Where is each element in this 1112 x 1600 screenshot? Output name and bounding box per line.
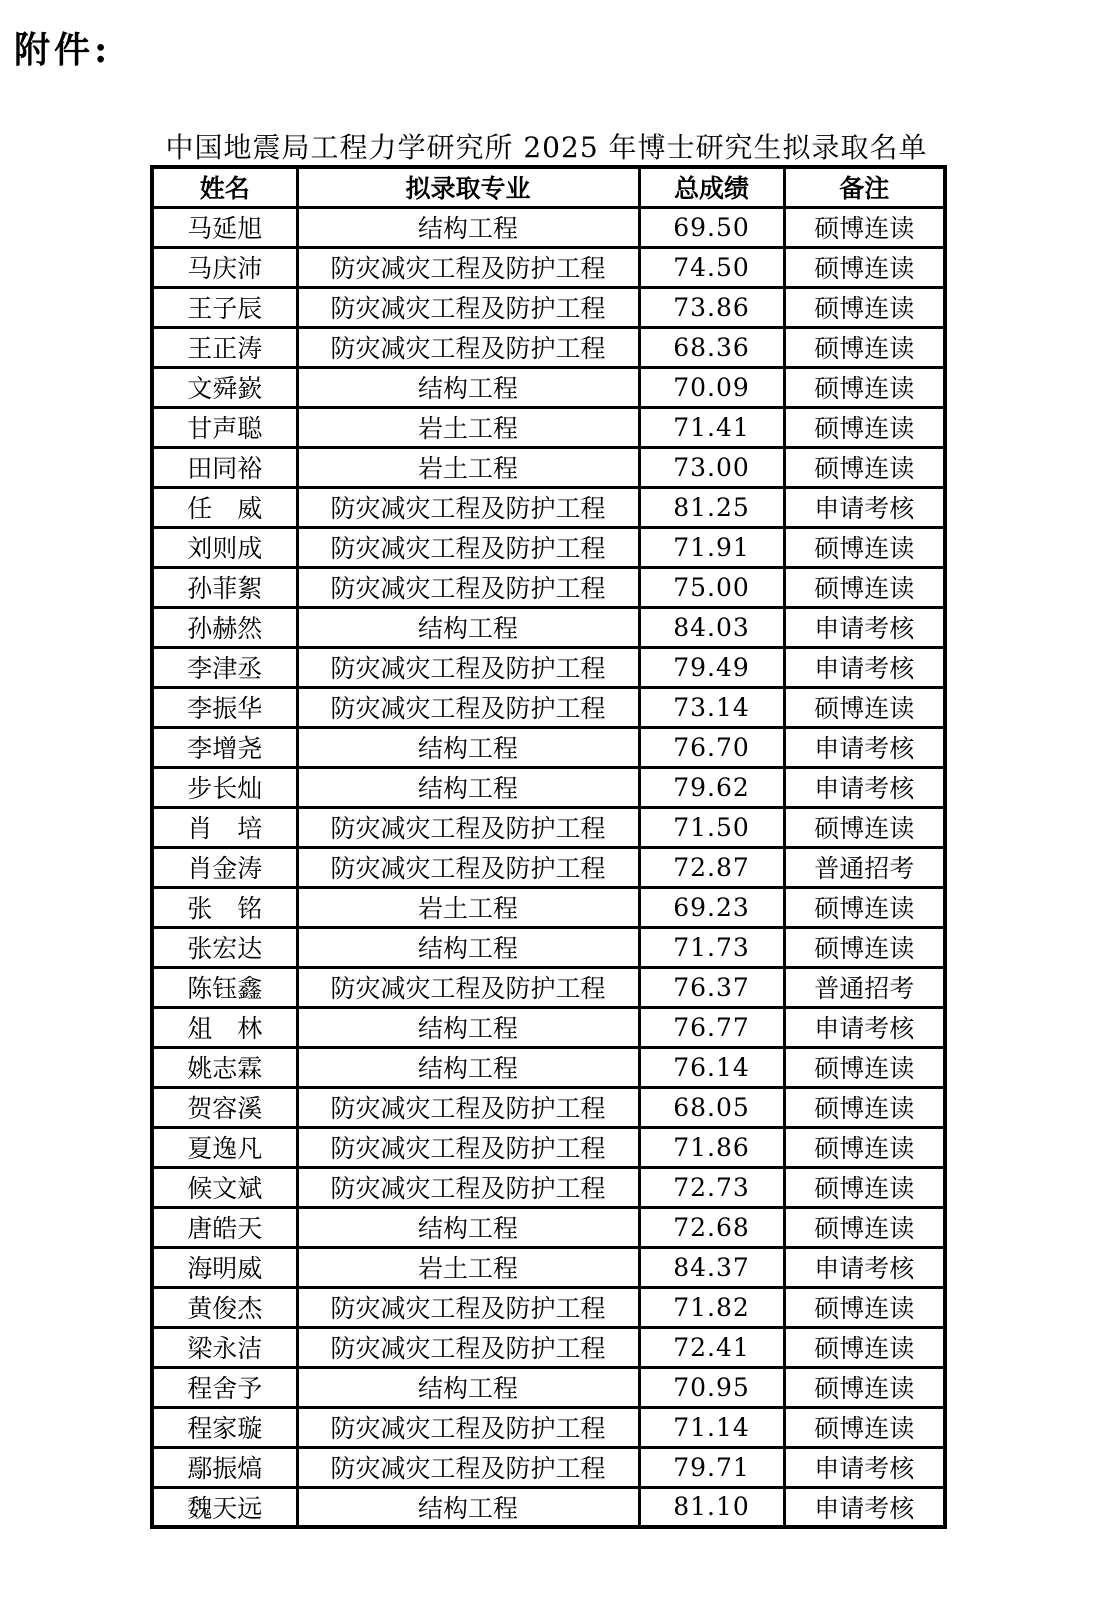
major-cell: 防灾减灾工程及防护工程	[297, 807, 639, 847]
total-score-cell: 76.70	[639, 727, 784, 767]
major-cell: 防灾减灾工程及防护工程	[297, 327, 639, 367]
total-score-cell: 81.25	[639, 487, 784, 527]
major-cell: 防灾减灾工程及防护工程	[297, 1167, 639, 1207]
total-score-cell: 76.14	[639, 1047, 784, 1087]
remark-cell: 硕博连读	[784, 1127, 945, 1167]
major-cell: 结构工程	[297, 367, 639, 407]
student-name-cell: 李津丞	[152, 647, 297, 687]
major-cell: 结构工程	[297, 767, 639, 807]
remark-cell: 普通招考	[784, 967, 945, 1007]
table-row	[152, 527, 945, 567]
remark-cell: 申请考核	[784, 1247, 945, 1287]
remark-cell: 硕博连读	[784, 1047, 945, 1087]
total-score-cell: 69.23	[639, 887, 784, 927]
major-cell: 防灾减灾工程及防护工程	[297, 967, 639, 1007]
column-header-major: 拟录取专业	[297, 167, 639, 207]
major-cell: 防灾减灾工程及防护工程	[297, 567, 639, 607]
total-score-cell: 84.37	[639, 1247, 784, 1287]
total-score-cell: 71.50	[639, 807, 784, 847]
remark-cell: 硕博连读	[784, 287, 945, 327]
remark-cell: 硕博连读	[784, 327, 945, 367]
remark-cell: 硕博连读	[784, 1327, 945, 1367]
table-row	[152, 647, 945, 687]
total-score-cell: 71.73	[639, 927, 784, 967]
total-score-cell: 72.73	[639, 1167, 784, 1207]
table-row	[152, 1247, 945, 1287]
student-name-cell: 任 威	[152, 487, 297, 527]
student-name-cell: 梁永洁	[152, 1327, 297, 1367]
remark-cell: 申请考核	[784, 607, 945, 647]
total-score-cell: 71.91	[639, 527, 784, 567]
table-row	[152, 607, 945, 647]
major-cell: 防灾减灾工程及防护工程	[297, 1127, 639, 1167]
student-name-cell: 李振华	[152, 687, 297, 727]
total-score-cell: 72.87	[639, 847, 784, 887]
remark-cell: 硕博连读	[784, 807, 945, 847]
total-score-cell: 69.50	[639, 207, 784, 247]
major-cell: 结构工程	[297, 727, 639, 767]
student-name-cell: 魏天远	[152, 1487, 297, 1527]
student-name-cell: 王子辰	[152, 287, 297, 327]
table-row	[152, 247, 945, 287]
table-row	[152, 887, 945, 927]
total-score-cell: 74.50	[639, 247, 784, 287]
total-score-cell: 84.03	[639, 607, 784, 647]
student-name-cell: 甘声聪	[152, 407, 297, 447]
table-row	[152, 1127, 945, 1167]
remark-cell: 硕博连读	[784, 527, 945, 567]
table-row	[152, 1047, 945, 1087]
remark-cell: 硕博连读	[784, 927, 945, 967]
total-score-cell: 70.95	[639, 1367, 784, 1407]
remark-cell: 申请考核	[784, 1007, 945, 1047]
table-row	[152, 1327, 945, 1367]
remark-cell: 硕博连读	[784, 687, 945, 727]
student-name-cell: 田同裕	[152, 447, 297, 487]
total-score-cell: 76.77	[639, 1007, 784, 1047]
table-row	[152, 1167, 945, 1207]
major-cell: 岩土工程	[297, 407, 639, 447]
major-cell: 结构工程	[297, 1367, 639, 1407]
table-row	[152, 1487, 945, 1527]
table-row	[152, 407, 945, 447]
total-score-cell: 71.41	[639, 407, 784, 447]
major-cell: 结构工程	[297, 607, 639, 647]
remark-cell: 硕博连读	[784, 1407, 945, 1447]
table-row	[152, 1287, 945, 1327]
table-row	[152, 1407, 945, 1447]
student-name-cell: 程家璇	[152, 1407, 297, 1447]
student-name-cell: 肖 培	[152, 807, 297, 847]
student-name-cell: 马庆沛	[152, 247, 297, 287]
student-name-cell: 程舍予	[152, 1367, 297, 1407]
table-row	[152, 1447, 945, 1487]
student-name-cell: 夏逸凡	[152, 1127, 297, 1167]
major-cell: 结构工程	[297, 207, 639, 247]
student-name-cell: 孙赫然	[152, 607, 297, 647]
table-row	[152, 367, 945, 407]
total-score-cell: 79.62	[639, 767, 784, 807]
table-row	[152, 1367, 945, 1407]
total-score-cell: 81.10	[639, 1487, 784, 1527]
table-row	[152, 1087, 945, 1127]
remark-cell: 硕博连读	[784, 367, 945, 407]
student-name-cell: 王正涛	[152, 327, 297, 367]
attachment-label: 附件:	[14, 29, 112, 71]
remark-cell: 硕博连读	[784, 247, 945, 287]
total-score-cell: 68.05	[639, 1087, 784, 1127]
total-score-cell: 71.82	[639, 1287, 784, 1327]
student-name-cell: 肖金涛	[152, 847, 297, 887]
table-row	[152, 447, 945, 487]
total-score-cell: 79.49	[639, 647, 784, 687]
table-row	[152, 727, 945, 767]
major-cell: 防灾减灾工程及防护工程	[297, 1407, 639, 1447]
major-cell: 防灾减灾工程及防护工程	[297, 527, 639, 567]
major-cell: 防灾减灾工程及防护工程	[297, 1087, 639, 1127]
column-header-note: 备注	[784, 167, 945, 207]
student-name-cell: 贺容溪	[152, 1087, 297, 1127]
student-name-cell: 刘则成	[152, 527, 297, 567]
student-name-cell: 孙菲絮	[152, 567, 297, 607]
student-name-cell: 黄俊杰	[152, 1287, 297, 1327]
table-row	[152, 487, 945, 527]
student-name-cell: 海明威	[152, 1247, 297, 1287]
table-row	[152, 1007, 945, 1047]
major-cell: 防灾减灾工程及防护工程	[297, 687, 639, 727]
total-score-cell: 70.09	[639, 367, 784, 407]
total-score-cell: 71.14	[639, 1407, 784, 1447]
table-row	[152, 927, 945, 967]
total-score-cell: 75.00	[639, 567, 784, 607]
table-row	[152, 767, 945, 807]
remark-cell: 硕博连读	[784, 1167, 945, 1207]
table-row	[152, 287, 945, 327]
student-name-cell: 张 铭	[152, 887, 297, 927]
major-cell: 结构工程	[297, 1047, 639, 1087]
column-header-score: 总成绩	[639, 167, 784, 207]
total-score-cell: 71.86	[639, 1127, 784, 1167]
student-name-cell: 俎 林	[152, 1007, 297, 1047]
major-cell: 防灾减灾工程及防护工程	[297, 287, 639, 327]
table-row	[152, 1207, 945, 1247]
remark-cell: 申请考核	[784, 1447, 945, 1487]
remark-cell: 申请考核	[784, 727, 945, 767]
remark-cell: 申请考核	[784, 767, 945, 807]
student-name-cell: 步长灿	[152, 767, 297, 807]
major-cell: 防灾减灾工程及防护工程	[297, 1447, 639, 1487]
total-score-cell: 73.14	[639, 687, 784, 727]
total-score-cell: 72.68	[639, 1207, 784, 1247]
remark-cell: 硕博连读	[784, 447, 945, 487]
remark-cell: 申请考核	[784, 1487, 945, 1527]
major-cell: 结构工程	[297, 1007, 639, 1047]
student-name-cell: 张宏达	[152, 927, 297, 967]
student-name-cell: 唐皓天	[152, 1207, 297, 1247]
remark-cell: 硕博连读	[784, 1087, 945, 1127]
page-title: 中国地震局工程力学研究所 2025 年博士研究生拟录取名单	[165, 131, 928, 164]
student-name-cell: 文舜嶔	[152, 367, 297, 407]
major-cell: 结构工程	[297, 1207, 639, 1247]
remark-cell: 申请考核	[784, 487, 945, 527]
table-row	[152, 567, 945, 607]
total-score-cell: 72.41	[639, 1327, 784, 1367]
remark-cell: 硕博连读	[784, 1207, 945, 1247]
student-name-cell: 马延旭	[152, 207, 297, 247]
table-row	[152, 207, 945, 247]
remark-cell: 硕博连读	[784, 1287, 945, 1327]
student-name-cell: 陈钰鑫	[152, 967, 297, 1007]
remark-cell: 硕博连读	[784, 567, 945, 607]
table-row	[152, 847, 945, 887]
major-cell: 防灾减灾工程及防护工程	[297, 847, 639, 887]
table-header-row	[152, 167, 945, 207]
remark-cell: 普通招考	[784, 847, 945, 887]
major-cell: 防灾减灾工程及防护工程	[297, 487, 639, 527]
major-cell: 岩土工程	[297, 447, 639, 487]
remark-cell: 硕博连读	[784, 887, 945, 927]
major-cell: 防灾减灾工程及防护工程	[297, 247, 639, 287]
column-header-name: 姓名	[152, 167, 297, 207]
remark-cell: 申请考核	[784, 647, 945, 687]
student-name-cell: 候文斌	[152, 1167, 297, 1207]
table-row	[152, 687, 945, 727]
major-cell: 防灾减灾工程及防护工程	[297, 1327, 639, 1367]
remark-cell: 硕博连读	[784, 407, 945, 447]
remark-cell: 硕博连读	[784, 1367, 945, 1407]
major-cell: 结构工程	[297, 927, 639, 967]
major-cell: 防灾减灾工程及防护工程	[297, 647, 639, 687]
table-row	[152, 327, 945, 367]
major-cell: 岩土工程	[297, 1247, 639, 1287]
major-cell: 岩土工程	[297, 887, 639, 927]
major-cell: 防灾减灾工程及防护工程	[297, 1287, 639, 1327]
major-cell: 结构工程	[297, 1487, 639, 1527]
table-row	[152, 807, 945, 847]
student-name-cell: 姚志霖	[152, 1047, 297, 1087]
table-body	[152, 207, 945, 1527]
total-score-cell: 73.00	[639, 447, 784, 487]
table-row	[152, 967, 945, 1007]
student-name-cell: 李增尧	[152, 727, 297, 767]
admission-table	[150, 165, 947, 1529]
total-score-cell: 79.71	[639, 1447, 784, 1487]
total-score-cell: 73.86	[639, 287, 784, 327]
total-score-cell: 76.37	[639, 967, 784, 1007]
remark-cell: 硕博连读	[784, 207, 945, 247]
student-name-cell: 鄢振熇	[152, 1447, 297, 1487]
total-score-cell: 68.36	[639, 327, 784, 367]
